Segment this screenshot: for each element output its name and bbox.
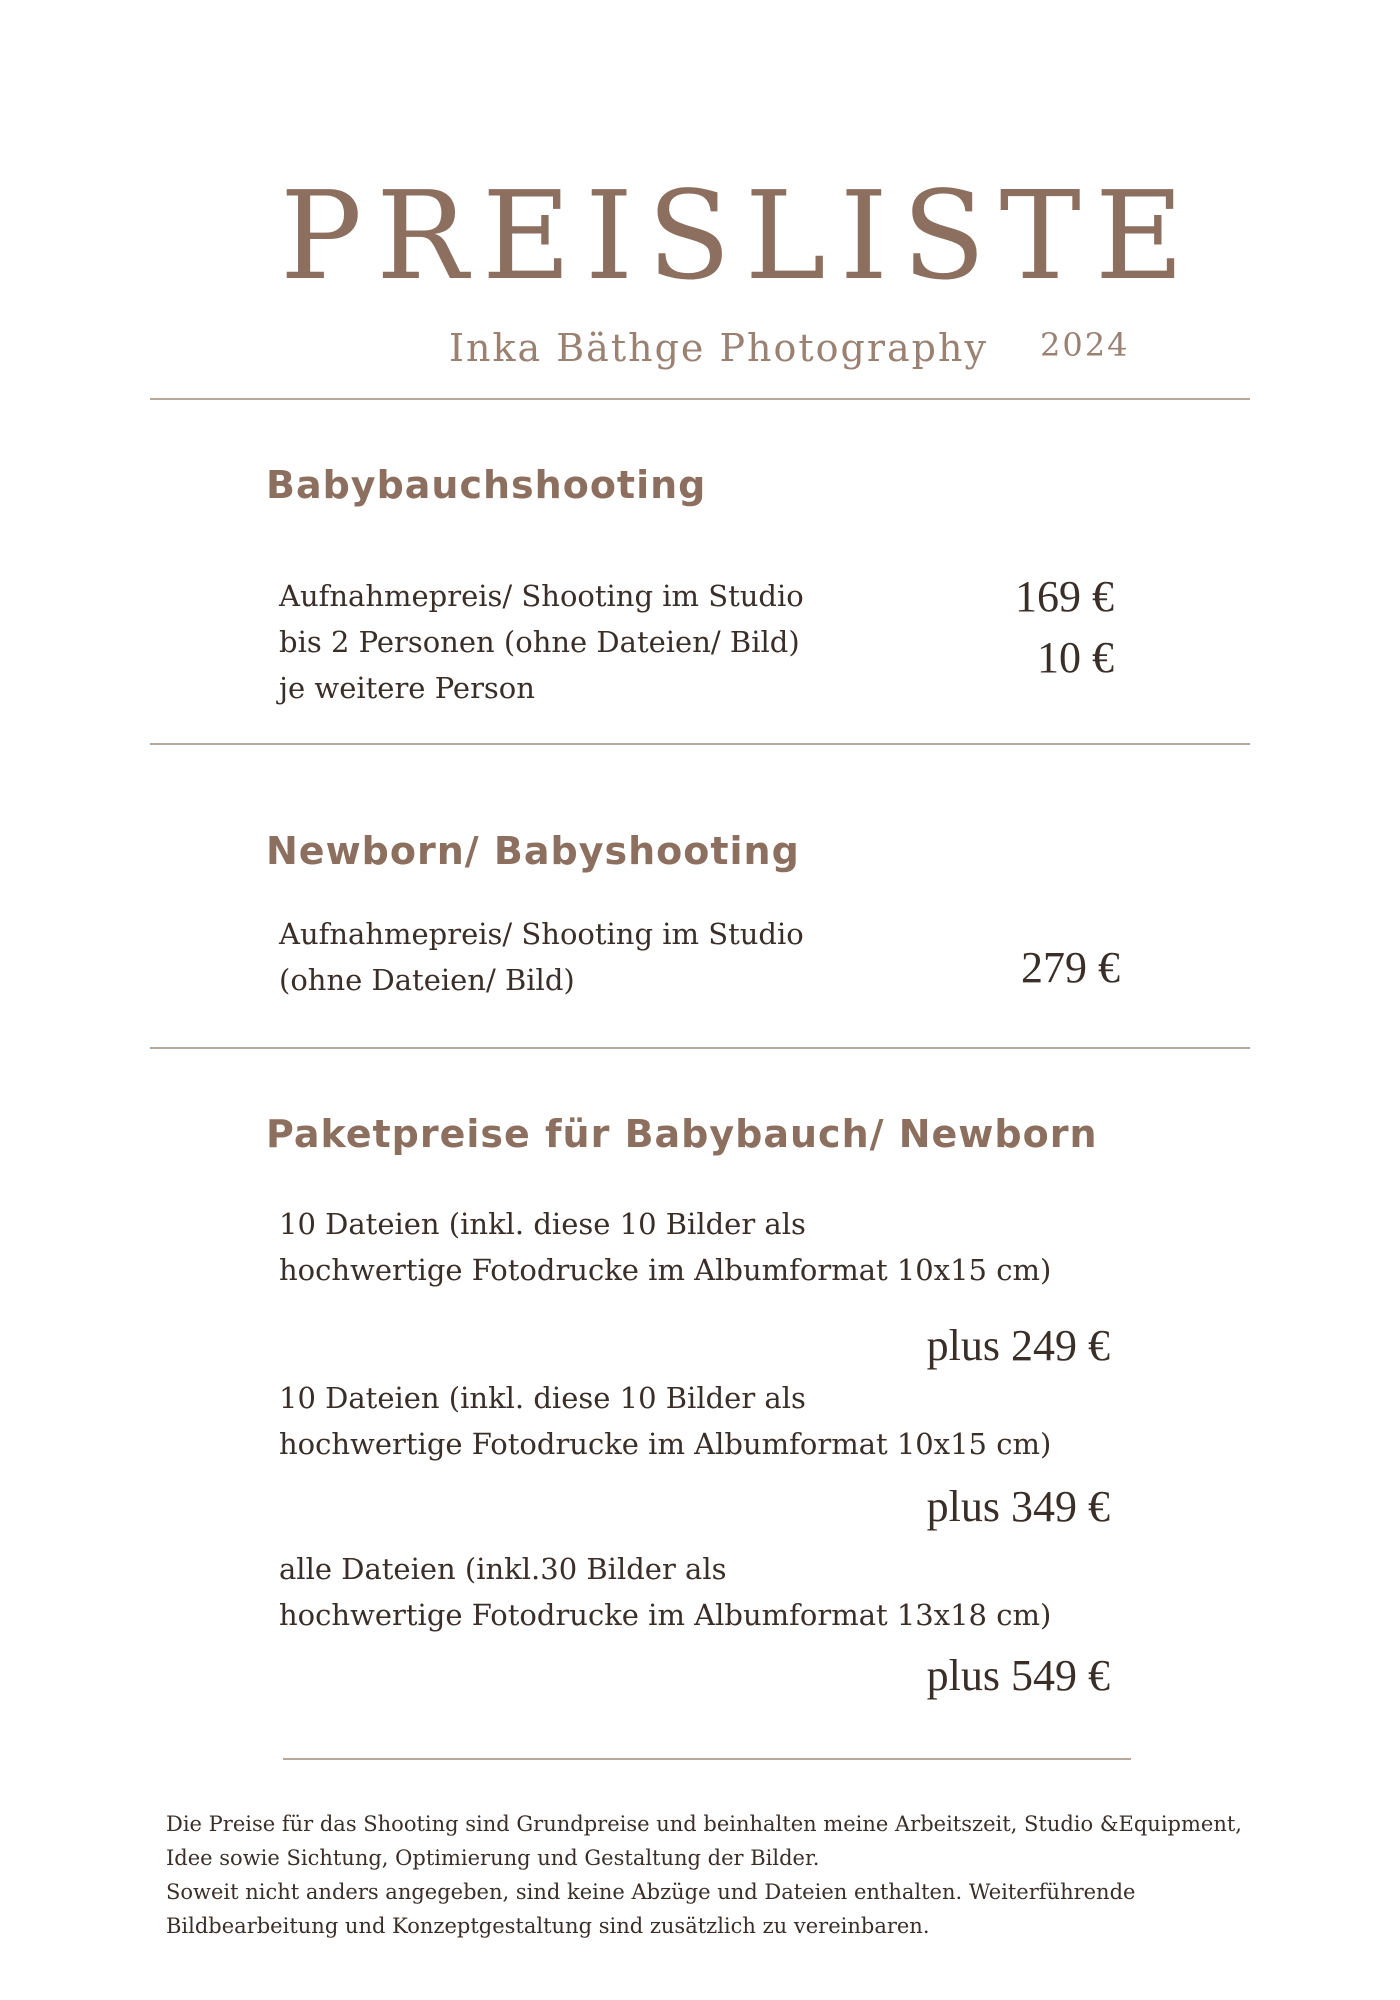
description-line: je weitere Person bbox=[279, 671, 535, 705]
package-description bbox=[279, 1375, 1051, 1467]
footer-line: Soweit nicht anders angegeben, sind keine Abzüge und Dateien enthalten. Weiterführende bbox=[166, 1880, 1136, 1904]
year-label: 2024 bbox=[1040, 326, 1130, 364]
description-line: Aufnahmepreis/ Shooting im Studio bbox=[279, 579, 804, 613]
package-description bbox=[279, 1201, 1051, 1293]
section-description-babybauch bbox=[279, 573, 804, 711]
package-description bbox=[279, 1546, 1051, 1638]
footer-line: Die Preise für das Shooting sind Grundpreise und beinhalten meine Arbeitszeit, Studio &Equipment, bbox=[166, 1812, 1242, 1836]
description-line: hochwertige Fotodrucke im Albumformat 10x15 cm) bbox=[279, 1253, 1052, 1287]
description-line: Aufnahmepreis/ Shooting im Studio bbox=[279, 917, 804, 951]
section-title-babybauch: Babybauchshooting bbox=[266, 463, 707, 507]
package-price: plus 549 € bbox=[926, 1651, 1110, 1700]
footer-note bbox=[166, 1807, 1276, 1943]
description-line: 10 Dateien (inkl. diese 10 Bilder als bbox=[279, 1381, 806, 1415]
price-babybauch-extra-person: 10 € bbox=[1037, 633, 1114, 682]
package-price: plus 249 € bbox=[926, 1321, 1110, 1370]
divider-top bbox=[150, 398, 1250, 400]
divider-section-2 bbox=[150, 1047, 1250, 1049]
description-line: hochwertige Fotodrucke im Albumformat 13x18 cm) bbox=[279, 1598, 1052, 1632]
section-title-packages: Paketpreise für Babybauch/ Newborn bbox=[266, 1112, 1098, 1156]
description-line: bis 2 Personen (ohne Dateien/ Bild) bbox=[279, 625, 800, 659]
page-title: PREISLISTE bbox=[280, 165, 1198, 307]
section-title-newborn: Newborn/ Babyshooting bbox=[266, 829, 800, 873]
footer-line: Idee sowie Sichtung, Optimierung und Gestaltung der Bilder. bbox=[166, 1846, 820, 1870]
footer-line: Bildbearbeitung und Konzeptgestaltung sind zusätzlich zu vereinbaren. bbox=[166, 1914, 930, 1938]
package-price: plus 349 € bbox=[926, 1482, 1110, 1531]
description-line: hochwertige Fotodrucke im Albumformat 10x15 cm) bbox=[279, 1427, 1052, 1461]
description-line: alle Dateien (inkl.30 Bilder als bbox=[279, 1552, 727, 1586]
photographer-name: Inka Bäthge Photography bbox=[449, 326, 988, 370]
section-description-newborn bbox=[279, 911, 804, 1003]
description-line: (ohne Dateien/ Bild) bbox=[279, 963, 575, 997]
divider-section-1 bbox=[150, 743, 1250, 745]
price-babybauch-base: 169 € bbox=[1015, 572, 1114, 621]
description-line: 10 Dateien (inkl. diese 10 Bilder als bbox=[279, 1207, 806, 1241]
price-newborn: 279 € bbox=[1021, 943, 1120, 992]
divider-bottom bbox=[283, 1758, 1131, 1760]
